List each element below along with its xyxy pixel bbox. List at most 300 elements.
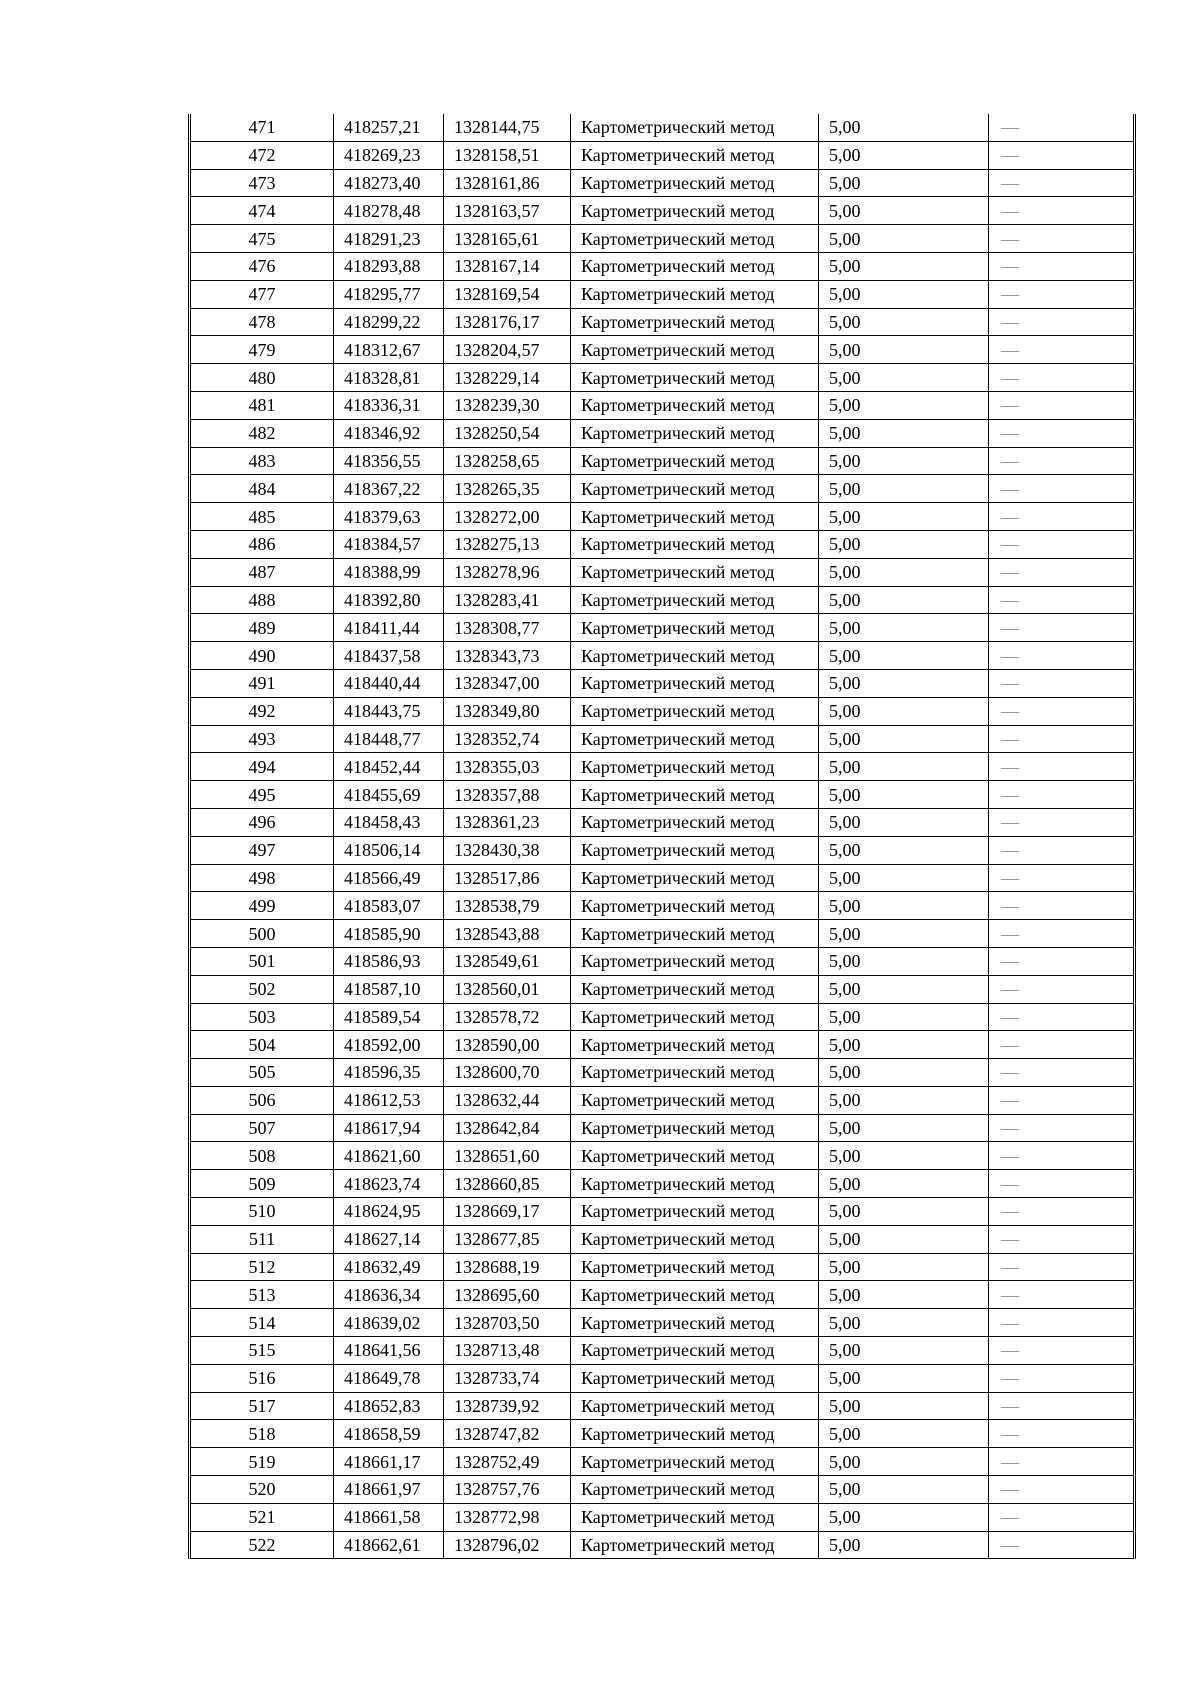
description-cell: — [989,503,1135,531]
method-cell: Картометрический метод [571,1392,819,1420]
table-row [190,225,1135,253]
table-row [190,197,1135,225]
table-row [190,753,1135,781]
y-coordinate-cell: 1328703,50 [444,1309,571,1337]
description-cell: — [989,892,1135,920]
accuracy-cell: 5,00 [819,225,989,253]
point-number-cell: 505 [190,1059,334,1087]
point-number-cell: 497 [190,836,334,864]
accuracy-cell: 5,00 [819,808,989,836]
point-number-cell: 487 [190,558,334,586]
method-cell: Картометрический метод [571,530,819,558]
method-cell: Картометрический метод [571,364,819,392]
y-coordinate-cell: 1328747,82 [444,1420,571,1448]
method-cell: Картометрический метод [571,114,819,141]
description-cell: — [989,920,1135,948]
point-number-cell: 482 [190,419,334,447]
method-cell: Картометрический метод [571,225,819,253]
accuracy-cell: 5,00 [819,1225,989,1253]
accuracy-cell: 5,00 [819,475,989,503]
point-number-cell: 491 [190,669,334,697]
description-cell: — [989,447,1135,475]
description-cell: — [989,1448,1135,1476]
table-row [190,1337,1135,1365]
description-cell: — [989,1364,1135,1392]
y-coordinate-cell: 1328278,96 [444,558,571,586]
point-number-cell: 499 [190,892,334,920]
y-coordinate-cell: 1328169,54 [444,280,571,308]
method-cell: Картометрический метод [571,308,819,336]
x-coordinate-cell: 418661,97 [334,1476,444,1504]
x-coordinate-cell: 418455,69 [334,781,444,809]
y-coordinate-cell: 1328265,35 [444,475,571,503]
y-coordinate-cell: 1328757,76 [444,1476,571,1504]
accuracy-cell: 5,00 [819,1198,989,1226]
table-row [190,114,1135,141]
y-coordinate-cell: 1328272,00 [444,503,571,531]
table-row [190,808,1135,836]
accuracy-cell: 5,00 [819,1364,989,1392]
point-number-cell: 480 [190,364,334,392]
y-coordinate-cell: 1328250,54 [444,419,571,447]
method-cell: Картометрический метод [571,975,819,1003]
y-coordinate-cell: 1328578,72 [444,1003,571,1031]
point-number-cell: 513 [190,1281,334,1309]
y-coordinate-cell: 1328347,00 [444,669,571,697]
method-cell: Картометрический метод [571,1086,819,1114]
method-cell: Картометрический метод [571,1225,819,1253]
method-cell: Картометрический метод [571,1142,819,1170]
description-cell: — [989,141,1135,169]
x-coordinate-cell: 418621,60 [334,1142,444,1170]
x-coordinate-cell: 418295,77 [334,280,444,308]
method-cell: Картометрический метод [571,1364,819,1392]
table-row [190,1170,1135,1198]
x-coordinate-cell: 418639,02 [334,1309,444,1337]
x-coordinate-cell: 418612,53 [334,1086,444,1114]
method-cell: Картометрический метод [571,669,819,697]
point-number-cell: 483 [190,447,334,475]
point-number-cell: 490 [190,642,334,670]
description-cell: — [989,1198,1135,1226]
y-coordinate-cell: 1328430,38 [444,836,571,864]
table-row [190,1281,1135,1309]
y-coordinate-cell: 1328275,13 [444,530,571,558]
method-cell: Картометрический метод [571,781,819,809]
table-row [190,1392,1135,1420]
accuracy-cell: 5,00 [819,530,989,558]
accuracy-cell: 5,00 [819,642,989,670]
x-coordinate-cell: 418632,49 [334,1253,444,1281]
description-cell: — [989,1531,1135,1559]
table-row [190,364,1135,392]
x-coordinate-cell: 418291,23 [334,225,444,253]
method-cell: Картометрический метод [571,169,819,197]
description-cell: — [989,753,1135,781]
description-cell: — [989,308,1135,336]
method-cell: Картометрический метод [571,1031,819,1059]
point-number-cell: 514 [190,1309,334,1337]
description-cell: — [989,336,1135,364]
table-row [190,447,1135,475]
accuracy-cell: 5,00 [819,503,989,531]
table-row [190,1114,1135,1142]
method-cell: Картометрический метод [571,808,819,836]
method-cell: Картометрический метод [571,697,819,725]
table-row [190,1476,1135,1504]
x-coordinate-cell: 418623,74 [334,1170,444,1198]
method-cell: Картометрический метод [571,1170,819,1198]
description-cell: — [989,1031,1135,1059]
point-number-cell: 522 [190,1531,334,1559]
method-cell: Картометрический метод [571,503,819,531]
point-number-cell: 486 [190,530,334,558]
y-coordinate-cell: 1328176,17 [444,308,571,336]
method-cell: Картометрический метод [571,280,819,308]
x-coordinate-cell: 418649,78 [334,1364,444,1392]
y-coordinate-cell: 1328713,48 [444,1337,571,1365]
description-cell: — [989,1337,1135,1365]
description-cell: — [989,1142,1135,1170]
table-row [190,864,1135,892]
y-coordinate-cell: 1328343,73 [444,642,571,670]
x-coordinate-cell: 418388,99 [334,558,444,586]
method-cell: Картометрический метод [571,836,819,864]
method-cell: Картометрический метод [571,864,819,892]
method-cell: Картометрический метод [571,1476,819,1504]
table-row [190,308,1135,336]
x-coordinate-cell: 418596,35 [334,1059,444,1087]
y-coordinate-cell: 1328161,86 [444,169,571,197]
y-coordinate-cell: 1328752,49 [444,1448,571,1476]
description-cell: — [989,669,1135,697]
point-number-cell: 512 [190,1253,334,1281]
table-row [190,586,1135,614]
method-cell: Картометрический метод [571,252,819,280]
y-coordinate-cell: 1328600,70 [444,1059,571,1087]
description-cell: — [989,975,1135,1003]
description-cell: — [989,781,1135,809]
method-cell: Картометрический метод [571,141,819,169]
accuracy-cell: 5,00 [819,1392,989,1420]
description-cell: — [989,475,1135,503]
y-coordinate-cell: 1328669,17 [444,1198,571,1226]
point-number-cell: 504 [190,1031,334,1059]
method-cell: Картометрический метод [571,1114,819,1142]
description-cell: — [989,1420,1135,1448]
point-number-cell: 488 [190,586,334,614]
x-coordinate-cell: 418293,88 [334,252,444,280]
coordinates-table-body [190,114,1135,1559]
point-number-cell: 507 [190,1114,334,1142]
method-cell: Картометрический метод [571,1503,819,1531]
x-coordinate-cell: 418587,10 [334,975,444,1003]
y-coordinate-cell: 1328651,60 [444,1142,571,1170]
accuracy-cell: 5,00 [819,725,989,753]
description-cell: — [989,1476,1135,1504]
y-coordinate-cell: 1328642,84 [444,1114,571,1142]
table-row [190,642,1135,670]
point-number-cell: 516 [190,1364,334,1392]
description-cell: — [989,808,1135,836]
point-number-cell: 518 [190,1420,334,1448]
x-coordinate-cell: 418458,43 [334,808,444,836]
x-coordinate-cell: 418585,90 [334,920,444,948]
point-number-cell: 493 [190,725,334,753]
x-coordinate-cell: 418624,95 [334,1198,444,1226]
point-number-cell: 485 [190,503,334,531]
table-row [190,892,1135,920]
table-row [190,141,1135,169]
description-cell: — [989,1170,1135,1198]
accuracy-cell: 5,00 [819,669,989,697]
point-number-cell: 511 [190,1225,334,1253]
description-cell: — [989,725,1135,753]
accuracy-cell: 5,00 [819,1309,989,1337]
method-cell: Картометрический метод [571,391,819,419]
y-coordinate-cell: 1328239,30 [444,391,571,419]
y-coordinate-cell: 1328632,44 [444,1086,571,1114]
table-row [190,1198,1135,1226]
table-row [190,614,1135,642]
accuracy-cell: 5,00 [819,781,989,809]
accuracy-cell: 5,00 [819,141,989,169]
accuracy-cell: 5,00 [819,364,989,392]
x-coordinate-cell: 418346,92 [334,419,444,447]
description-cell: — [989,1281,1135,1309]
accuracy-cell: 5,00 [819,586,989,614]
table-row [190,503,1135,531]
accuracy-cell: 5,00 [819,920,989,948]
table-row [190,419,1135,447]
accuracy-cell: 5,00 [819,1031,989,1059]
accuracy-cell: 5,00 [819,447,989,475]
point-number-cell: 498 [190,864,334,892]
description-cell: — [989,586,1135,614]
x-coordinate-cell: 418661,17 [334,1448,444,1476]
point-number-cell: 484 [190,475,334,503]
point-number-cell: 492 [190,697,334,725]
description-cell: — [989,1114,1135,1142]
table-row [190,1086,1135,1114]
y-coordinate-cell: 1328560,01 [444,975,571,1003]
method-cell: Картометрический метод [571,1337,819,1365]
x-coordinate-cell: 418336,31 [334,391,444,419]
y-coordinate-cell: 1328796,02 [444,1531,571,1559]
point-number-cell: 477 [190,280,334,308]
x-coordinate-cell: 418278,48 [334,197,444,225]
description-cell: — [989,614,1135,642]
point-number-cell: 472 [190,141,334,169]
point-number-cell: 509 [190,1170,334,1198]
description-cell: — [989,558,1135,586]
y-coordinate-cell: 1328688,19 [444,1253,571,1281]
accuracy-cell: 5,00 [819,169,989,197]
accuracy-cell: 5,00 [819,753,989,781]
table-row [190,1420,1135,1448]
x-coordinate-cell: 418617,94 [334,1114,444,1142]
table-row [190,1003,1135,1031]
y-coordinate-cell: 1328144,75 [444,114,571,141]
accuracy-cell: 5,00 [819,975,989,1003]
y-coordinate-cell: 1328163,57 [444,197,571,225]
table-row [190,1531,1135,1559]
x-coordinate-cell: 418299,22 [334,308,444,336]
method-cell: Картометрический метод [571,1309,819,1337]
table-row [190,1309,1135,1337]
y-coordinate-cell: 1328349,80 [444,697,571,725]
accuracy-cell: 5,00 [819,558,989,586]
point-number-cell: 510 [190,1198,334,1226]
method-cell: Картометрический метод [571,920,819,948]
accuracy-cell: 5,00 [819,1503,989,1531]
point-number-cell: 521 [190,1503,334,1531]
description-cell: — [989,1392,1135,1420]
accuracy-cell: 5,00 [819,1114,989,1142]
x-coordinate-cell: 418641,56 [334,1337,444,1365]
description-cell: — [989,836,1135,864]
x-coordinate-cell: 418661,58 [334,1503,444,1531]
description-cell: — [989,697,1135,725]
accuracy-cell: 5,00 [819,280,989,308]
point-number-cell: 502 [190,975,334,1003]
x-coordinate-cell: 418566,49 [334,864,444,892]
accuracy-cell: 5,00 [819,1142,989,1170]
point-number-cell: 520 [190,1476,334,1504]
x-coordinate-cell: 418627,14 [334,1225,444,1253]
table-row [190,669,1135,697]
y-coordinate-cell: 1328357,88 [444,781,571,809]
description-cell: — [989,225,1135,253]
x-coordinate-cell: 418328,81 [334,364,444,392]
method-cell: Картометрический метод [571,336,819,364]
method-cell: Картометрический метод [571,1003,819,1031]
description-cell: — [989,364,1135,392]
y-coordinate-cell: 1328165,61 [444,225,571,253]
description-cell: — [989,197,1135,225]
table-row [190,920,1135,948]
x-coordinate-cell: 418437,58 [334,642,444,670]
description-cell: — [989,391,1135,419]
x-coordinate-cell: 418658,59 [334,1420,444,1448]
method-cell: Картометрический метод [571,197,819,225]
table-row [190,697,1135,725]
description-cell: — [989,1253,1135,1281]
y-coordinate-cell: 1328283,41 [444,586,571,614]
method-cell: Картометрический метод [571,558,819,586]
point-number-cell: 501 [190,947,334,975]
x-coordinate-cell: 418506,14 [334,836,444,864]
x-coordinate-cell: 418586,93 [334,947,444,975]
method-cell: Картометрический метод [571,447,819,475]
accuracy-cell: 5,00 [819,1337,989,1365]
coordinates-table [188,114,1136,1559]
method-cell: Картометрический метод [571,892,819,920]
table-row [190,1142,1135,1170]
method-cell: Картометрический метод [571,1531,819,1559]
table-row [190,336,1135,364]
accuracy-cell: 5,00 [819,697,989,725]
description-cell: — [989,280,1135,308]
y-coordinate-cell: 1328660,85 [444,1170,571,1198]
x-coordinate-cell: 418652,83 [334,1392,444,1420]
x-coordinate-cell: 418269,23 [334,141,444,169]
accuracy-cell: 5,00 [819,1003,989,1031]
method-cell: Картометрический метод [571,1281,819,1309]
table-row [190,725,1135,753]
y-coordinate-cell: 1328229,14 [444,364,571,392]
table-row [190,252,1135,280]
x-coordinate-cell: 418583,07 [334,892,444,920]
point-number-cell: 494 [190,753,334,781]
accuracy-cell: 5,00 [819,1531,989,1559]
y-coordinate-cell: 1328204,57 [444,336,571,364]
point-number-cell: 489 [190,614,334,642]
table-row [190,1448,1135,1476]
accuracy-cell: 5,00 [819,252,989,280]
point-number-cell: 496 [190,808,334,836]
table-row [190,530,1135,558]
y-coordinate-cell: 1328355,03 [444,753,571,781]
x-coordinate-cell: 418443,75 [334,697,444,725]
table-row [190,1253,1135,1281]
method-cell: Картометрический метод [571,725,819,753]
y-coordinate-cell: 1328538,79 [444,892,571,920]
x-coordinate-cell: 418356,55 [334,447,444,475]
table-row [190,1364,1135,1392]
x-coordinate-cell: 418273,40 [334,169,444,197]
y-coordinate-cell: 1328695,60 [444,1281,571,1309]
point-number-cell: 495 [190,781,334,809]
point-number-cell: 474 [190,197,334,225]
point-number-cell: 508 [190,1142,334,1170]
x-coordinate-cell: 418312,67 [334,336,444,364]
description-cell: — [989,530,1135,558]
accuracy-cell: 5,00 [819,1170,989,1198]
method-cell: Картометрический метод [571,1059,819,1087]
y-coordinate-cell: 1328361,23 [444,808,571,836]
x-coordinate-cell: 418452,44 [334,753,444,781]
description-cell: — [989,1003,1135,1031]
table-row [190,1059,1135,1087]
description-cell: — [989,1309,1135,1337]
accuracy-cell: 5,00 [819,1253,989,1281]
accuracy-cell: 5,00 [819,864,989,892]
y-coordinate-cell: 1328549,61 [444,947,571,975]
method-cell: Картометрический метод [571,475,819,503]
accuracy-cell: 5,00 [819,391,989,419]
y-coordinate-cell: 1328772,98 [444,1503,571,1531]
y-coordinate-cell: 1328158,51 [444,141,571,169]
x-coordinate-cell: 418392,80 [334,586,444,614]
y-coordinate-cell: 1328543,88 [444,920,571,948]
accuracy-cell: 5,00 [819,1281,989,1309]
y-coordinate-cell: 1328677,85 [444,1225,571,1253]
table-row [190,781,1135,809]
method-cell: Картометрический метод [571,1420,819,1448]
method-cell: Картометрический метод [571,1448,819,1476]
point-number-cell: 515 [190,1337,334,1365]
y-coordinate-cell: 1328590,00 [444,1031,571,1059]
accuracy-cell: 5,00 [819,1476,989,1504]
description-cell: — [989,1503,1135,1531]
point-number-cell: 473 [190,169,334,197]
accuracy-cell: 5,00 [819,1059,989,1087]
x-coordinate-cell: 418384,57 [334,530,444,558]
x-coordinate-cell: 418367,22 [334,475,444,503]
x-coordinate-cell: 418592,00 [334,1031,444,1059]
method-cell: Картометрический метод [571,753,819,781]
